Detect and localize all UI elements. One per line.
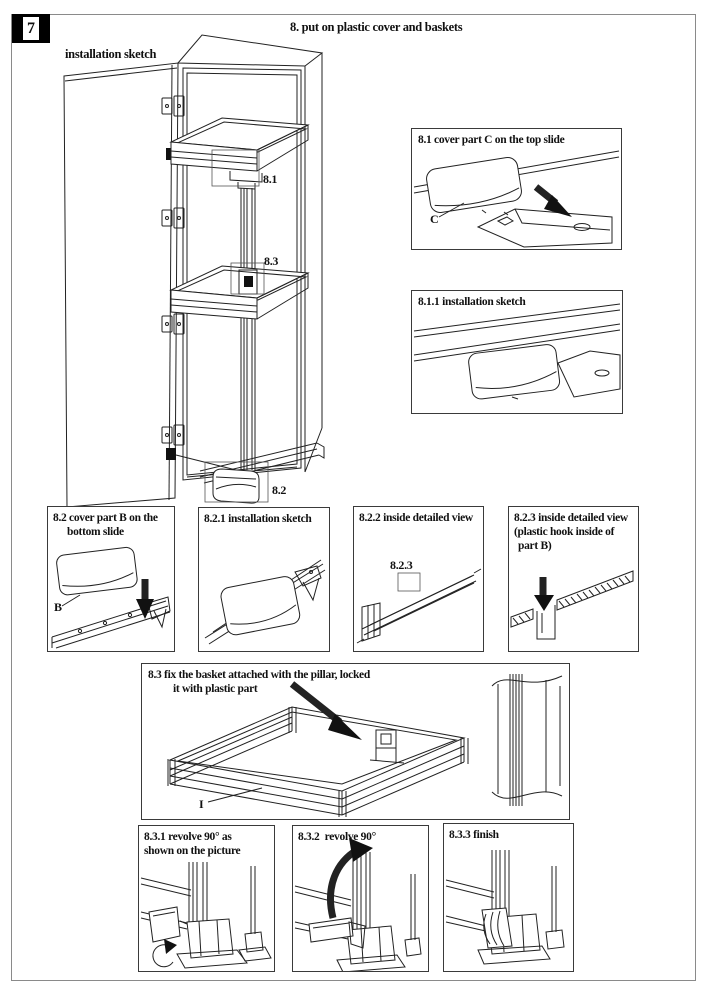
panel-8-2-3-title-line3: part B) xyxy=(518,540,552,552)
panel-8-2 xyxy=(47,506,175,652)
revolve-arrow-icon xyxy=(330,838,373,918)
arrow-down-icon xyxy=(534,577,554,611)
callout-box xyxy=(398,573,420,591)
arrow-down-icon xyxy=(136,579,154,619)
middle-basket xyxy=(171,254,308,319)
panel-8-3-2-title: 8.3.2 revolve 90° xyxy=(298,831,376,843)
part-b-label: B xyxy=(54,600,62,614)
panel-8-2-2-title: 8.2.2 inside detailed view xyxy=(359,512,473,524)
panel-8-2-3-title-line1: 8.2.3 inside detailed view xyxy=(514,512,628,524)
panel-8-3-1-title-line2: shown on the picture xyxy=(144,845,241,857)
panel-8-2-1-title: 8.2.1 installation sketch xyxy=(204,513,312,525)
panel-8-1-title: 8.1 cover part C on the top slide xyxy=(418,134,565,146)
callout-label-8-1: 8.1 xyxy=(263,172,278,186)
cabinet-installation-sketch xyxy=(25,30,375,510)
part-c-label: C xyxy=(430,212,439,226)
panel-8-1-1 xyxy=(411,290,623,414)
panel-8-2-2 xyxy=(353,506,484,652)
cover-part-c xyxy=(425,156,523,214)
page-number: 7 xyxy=(22,16,40,41)
rotate-arrow-icon xyxy=(153,939,177,967)
panel-8-2-1-drawing xyxy=(199,508,329,651)
top-basket xyxy=(171,118,308,189)
panel-8-3-1-title-line1: 8.3.1 revolve 90° as xyxy=(144,831,232,843)
plastic-part xyxy=(149,907,187,942)
pillar-clip xyxy=(370,730,404,763)
panel-8-2-3 xyxy=(508,506,639,652)
cabinet-door xyxy=(64,63,178,507)
panel-8-2-title-line1: 8.2 cover part B on the xyxy=(53,512,158,524)
panel-8-2-2-drawing xyxy=(354,507,483,651)
callout-label-8-3: 8.3 xyxy=(264,254,279,268)
plastic-hook xyxy=(537,605,555,639)
panel-8-3-3-title: 8.3.3 finish xyxy=(449,829,499,841)
part-i-label: I xyxy=(199,797,204,811)
panel-8-1-1-drawing xyxy=(412,291,622,413)
panel-8-1 xyxy=(411,128,622,250)
pillar-section xyxy=(492,674,562,806)
callout-label-8-2: 8.2 xyxy=(272,483,287,497)
arrow-icon xyxy=(292,684,362,740)
page-title: 8. put on plastic cover and baskets xyxy=(290,20,463,34)
slide-bracket xyxy=(478,209,612,247)
cover-part-c-installed xyxy=(468,344,561,400)
pillar-base xyxy=(177,862,247,968)
panel-8-3-3 xyxy=(443,823,574,972)
panel-8-3 xyxy=(141,663,570,820)
panel-8-2-3-title-line2: (plastic hook inside of xyxy=(514,526,615,538)
panel-8-3-2 xyxy=(292,825,429,972)
panel-8-1-1-title: 8.1.1 installation sketch xyxy=(418,296,526,308)
panel-8-2-title-line2: bottom slide xyxy=(67,526,124,538)
panel-8-3-1 xyxy=(138,825,275,972)
pillar xyxy=(241,188,255,470)
locked-clip xyxy=(482,908,512,948)
pillar-base xyxy=(337,852,405,971)
panel-8-3-title-line1: 8.3 fix the basket attached with the pillar, locked xyxy=(148,669,370,681)
cabinet-body xyxy=(178,35,322,480)
callout-label-8-2-3: 8.2.3 xyxy=(390,558,413,572)
panel-8-3-title-line2: it with plastic part xyxy=(173,683,258,695)
panel-8-2-1 xyxy=(198,507,330,652)
panel-8-1-drawing xyxy=(412,129,621,249)
cover-part-b xyxy=(56,547,138,596)
cover-part-b-installed xyxy=(219,575,301,636)
panel-8-3-3-drawing xyxy=(444,824,573,971)
slide-bracket xyxy=(558,351,620,397)
bottom-slide-unit xyxy=(200,443,324,503)
panel-8-3-2-drawing xyxy=(293,826,428,971)
installation-sketch-label: installation sketch xyxy=(65,47,157,61)
